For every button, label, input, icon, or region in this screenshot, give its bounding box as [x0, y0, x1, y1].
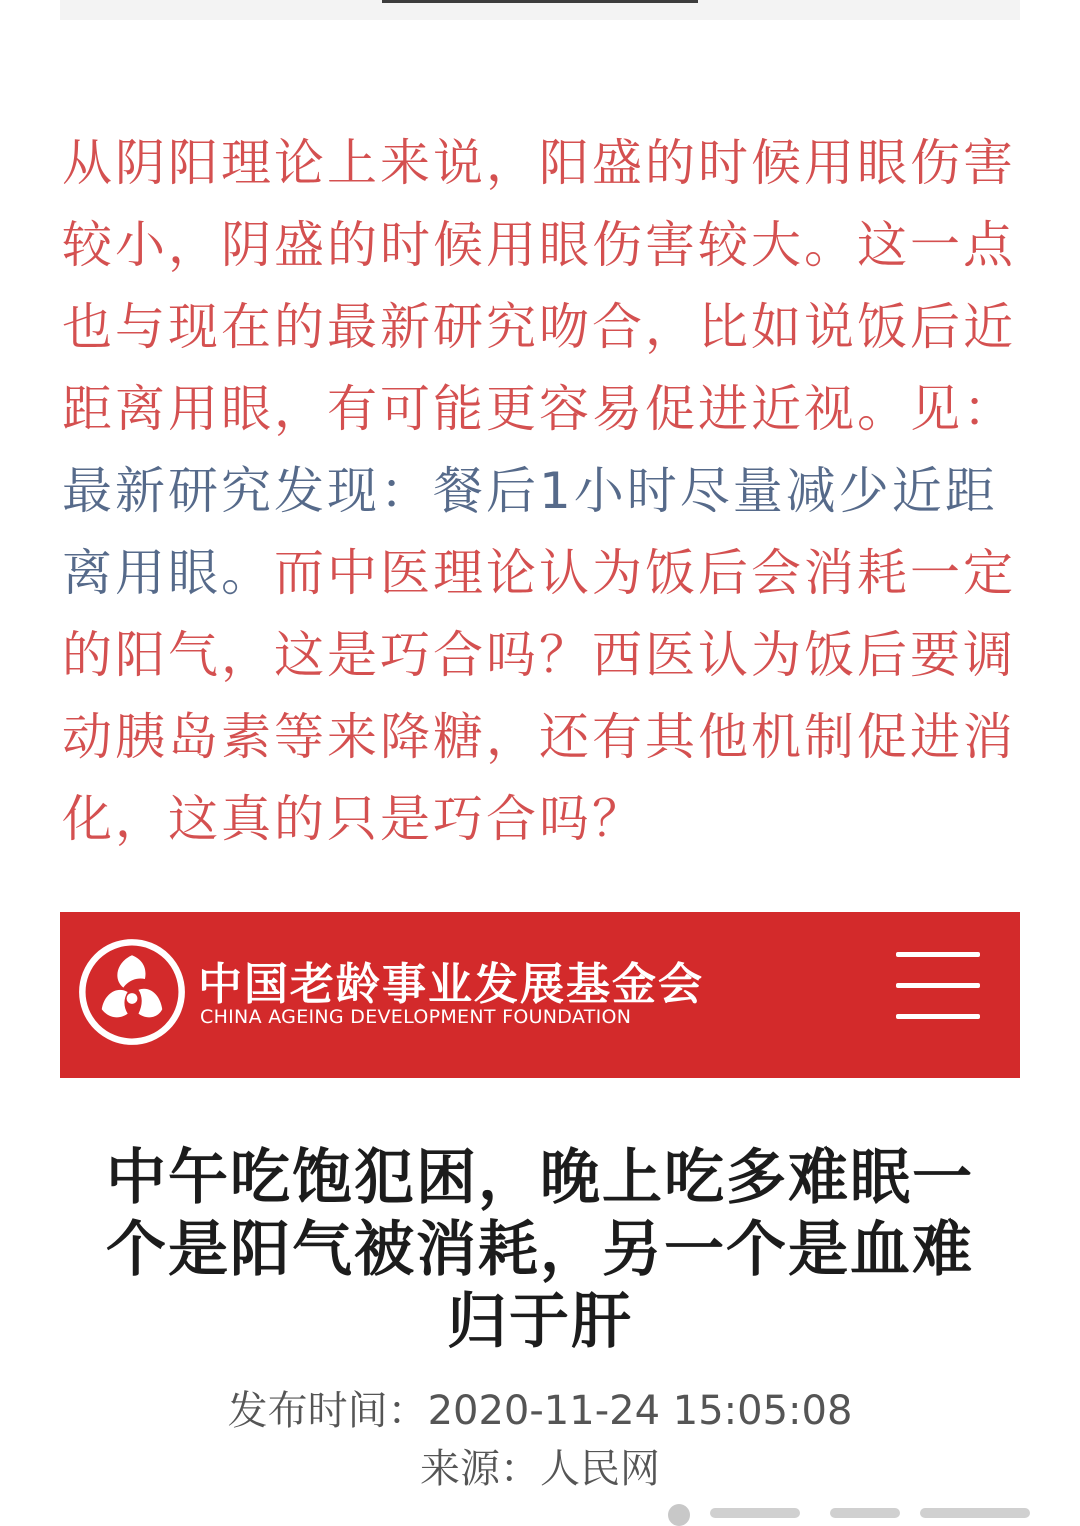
paragraph-text-before-link: 从阴阳理论上来说，阳盛的时候用眼伤害较小，阴盛的时候用眼伤害较大。这一点也与现在的最新研究吻合，比如说饭后近距离用眼，有可能更容易促进近视。见：	[62, 134, 1016, 438]
footer-icon	[668, 1504, 690, 1526]
card-handle	[382, 0, 698, 3]
menu-line	[896, 952, 980, 957]
research-link[interactable]: 最新研究发现：餐后1小时尽量减少近距离用眼。	[62, 462, 998, 602]
partially-visible-footer	[660, 1500, 1040, 1512]
org-name-english: CHINA AGEING DEVELOPMENT FOUNDATION	[200, 1006, 632, 1028]
previous-card-edge	[60, 0, 1020, 20]
foundation-header-banner	[60, 912, 1020, 1078]
menu-line	[896, 983, 980, 988]
article-paragraph	[62, 122, 1022, 860]
footer-text-fragment	[830, 1508, 900, 1518]
footer-text-fragment	[710, 1508, 800, 1518]
news-source: 来源：人民网	[420, 1446, 660, 1492]
org-name-chinese: 中国老龄事业发展基金会	[198, 959, 704, 1010]
menu-line	[896, 1014, 980, 1019]
news-title: 中午吃饱犯困，晚上吃多难眠一个是阳气被消耗，另一个是血难归于肝	[106, 1143, 974, 1357]
paragraph-text-after-link: 而中医理论认为饭后会消耗一定的阳气，这是巧合吗？西医认为饭后要调动胰岛素等来降糖，还有其他机制促进消化，这真的只是巧合吗？	[62, 544, 1016, 848]
hamburger-menu-icon[interactable]	[896, 950, 980, 1022]
foundation-logo-icon	[78, 938, 186, 1046]
footer-text-fragment	[920, 1508, 1030, 1518]
publish-time: 发布时间：2020-11-24 15:05:08	[227, 1388, 853, 1434]
